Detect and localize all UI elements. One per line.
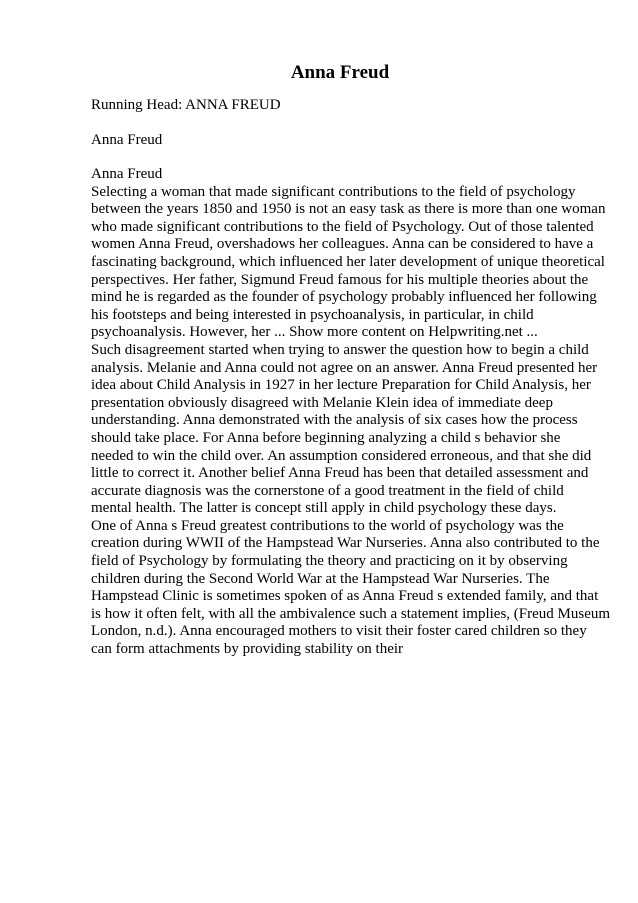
body-line: should take place. For Anna before beginning analyzing a child s behavior she xyxy=(91,429,561,446)
body-line: mind he is regarded as the founder of psychology probably influenced her following xyxy=(91,289,597,306)
body-line: Selecting a woman that made significant contributions to the field of psychology xyxy=(91,183,576,200)
body-line: is how it often felt, with all the ambivalence such a statement implies, (Freud Museum xyxy=(91,605,611,622)
page-title: Anna Freud xyxy=(290,62,390,83)
running-head: Running Head: ANNA FREUD xyxy=(91,97,281,113)
body-line: his footsteps and being interested in psychoanalysis, in particular, in child xyxy=(91,306,534,323)
body-line: idea about Child Analysis in 1927 in her lecture Preparation for Child Analysis, her xyxy=(91,377,591,394)
body-line: children during the Second World War at the Hampstead War Nurseries. The xyxy=(91,570,550,587)
body-line: women Anna Freud, overshadows her colleagues. Anna can be considered to have a xyxy=(91,236,594,253)
body-line: needed to win the child over. An assumption considered erroneous, and that she did xyxy=(91,447,592,464)
body-line: little to correct it. Another belief Anna Freud has been that detailed assessment and xyxy=(91,465,589,482)
body-line: London, n.d.). Anna encouraged mothers to visit their foster cared children so they xyxy=(91,623,587,640)
body-line: Such disagreement started when trying to answer the question how to begin a child xyxy=(91,341,589,358)
body-line: Anna Freud xyxy=(91,166,163,182)
body-line: One of Anna s Freud greatest contributions to the world of psychology was the xyxy=(91,517,564,534)
body-text xyxy=(91,166,611,659)
body-line: who made significant contributions to the field of Psychology. Out of those talented xyxy=(91,218,594,235)
body-line: fascinating background, which influenced her later development of unique theoretical xyxy=(91,253,605,270)
body-line: accurate diagnosis was the cornerstone of a good treatment in the field of child xyxy=(91,482,564,499)
body-line: psychoanalysis. However, her ... Show more content on Helpwriting.net ... xyxy=(91,324,538,341)
body-line: perspectives. Her father, Sigmund Freud famous for his multiple theories about the xyxy=(91,271,589,288)
body-line: between the years 1850 and 1950 is not an easy task as there is more than one woman xyxy=(91,201,606,218)
document-subtitle: Anna Freud xyxy=(91,132,163,148)
body-line: Hampstead Clinic is sometimes spoken of as Anna Freud s extended family, and that xyxy=(91,588,599,605)
body-line: understanding. Anna demonstrated with the analysis of six cases how the process xyxy=(91,412,578,429)
body-line: creation during WWII of the Hampstead War Nurseries. Anna also contributed to the xyxy=(91,535,600,552)
body-line: presentation obviously disagreed with Melanie Klein idea of immediate deep xyxy=(91,394,553,411)
body-line: analysis. Melanie and Anna could not agree on an answer. Anna Freud presented her xyxy=(91,359,598,376)
body-line: mental health. The latter is concept still apply in child psychology these days. xyxy=(91,500,557,517)
body-line: field of Psychology by formulating the theory and practicing on it by observing xyxy=(91,553,568,570)
body-line: can form attachments by providing stability on their xyxy=(91,641,404,658)
